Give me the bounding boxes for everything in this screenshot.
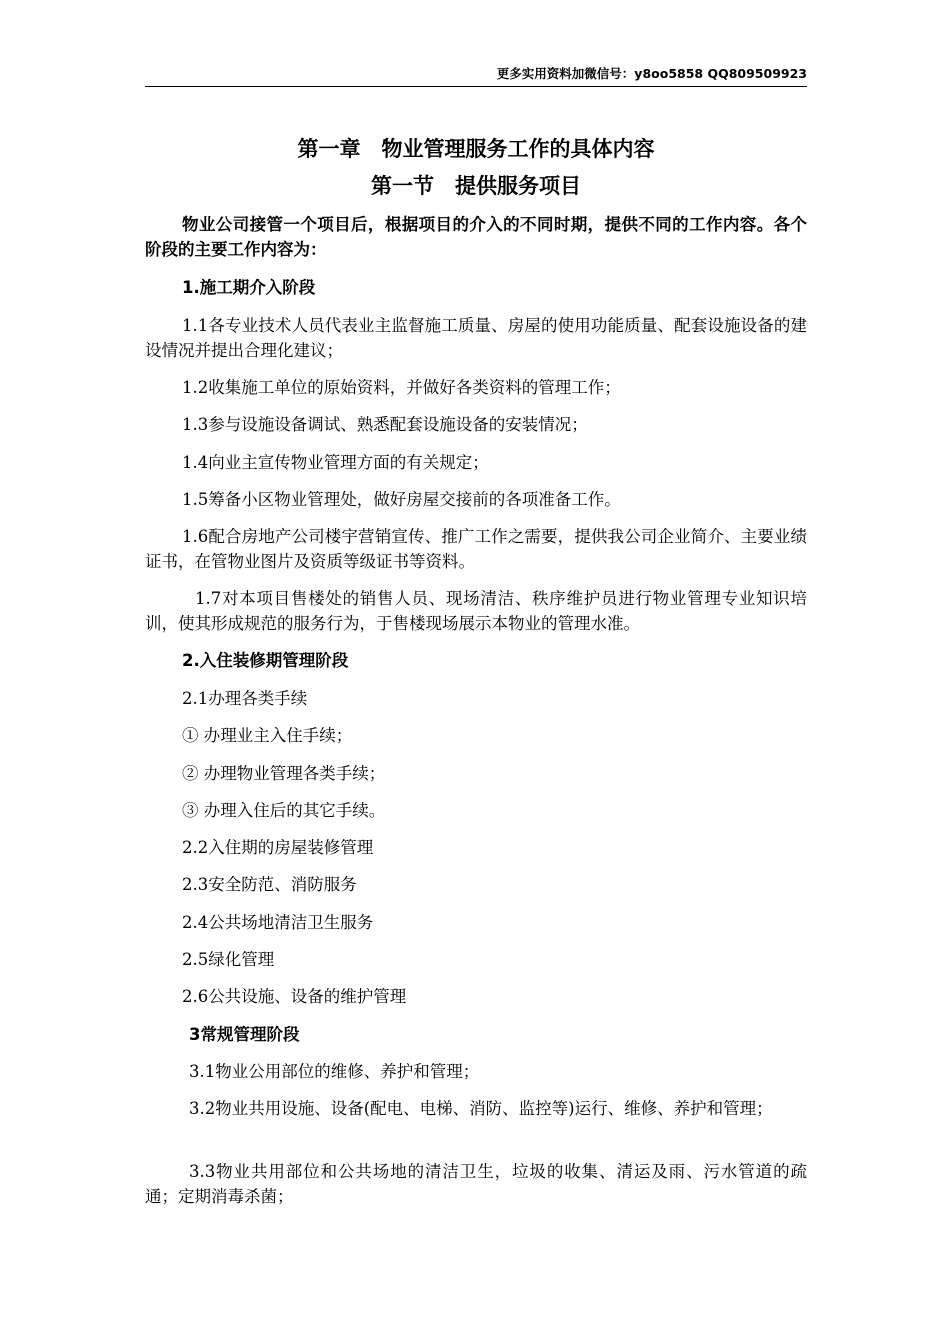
page-header — [145, 66, 807, 87]
heading-stage-3: 3常规管理阶段 — [189, 1025, 300, 1044]
chapter-title: 第一章 物业管理服务工作的具体内容 — [297, 137, 655, 161]
item-1-3: 1.3参与设施设备调试、熟悉配套设施设备的安装情况； — [182, 415, 588, 434]
item-3-1: 3.1物业公用部位的维修、养护和管理； — [189, 1062, 480, 1081]
item-2-1-c: ③ 办理入住后的其它手续。 — [182, 801, 386, 820]
item-2-2: 2.2入住期的房屋装修管理 — [182, 838, 374, 857]
heading-stage-2: 2.入住装修期管理阶段 — [182, 651, 349, 670]
item-1-7: 1.7对本项目售楼处的销售人员、现场清洁、秩序维护员进行物业管理专业知识培训，使其形成规范的服务行为，于售楼现场展示本物业的管理水准。 — [145, 589, 807, 633]
item-1-2: 1.2收集施工单位的原始资料，并做好各类资料的管理工作； — [182, 378, 621, 397]
item-2-5: 2.5绿化管理 — [182, 950, 275, 969]
item-2-1-b: ② 办理物业管理各类手续； — [182, 764, 386, 783]
item-1-4: 1.4向业主宣传物业管理方面的有关规定； — [182, 453, 489, 472]
item-3-3: 3.3物业共用部位和公共场地的清洁卫生，垃圾的收集、清运及雨、污水管道的疏通；定期消毒杀菌； — [145, 1162, 807, 1206]
section-title: 第一节 提供服务项目 — [371, 174, 581, 198]
item-2-3: 2.3安全防范、消防服务 — [182, 875, 357, 894]
intro-paragraph: 物业公司接管一个项目后，根据项目的介入的不同时期，提供不同的工作内容。各个阶段的主要工作内容为： — [145, 215, 807, 259]
item-2-1-a: ① 办理业主入住手续； — [182, 726, 353, 745]
heading-stage-1: 1.施工期介入阶段 — [182, 278, 316, 297]
header-text: 更多实用资料加微信号：y8oo5858 QQ809509923 — [496, 66, 807, 81]
item-1-6: 1.6配合房地产公司楼宇营销宣传、推广工作之需要，提供我公司企业简介、主要业绩证书，在管物业图片及资质等级证书等资料。 — [145, 527, 807, 571]
item-1-5: 1.5筹备小区物业管理处，做好房屋交接前的各项准备工作。 — [182, 490, 621, 509]
item-3-2: 3.2物业共用设施、设备(配电、电梯、消防、监控等)运行、维修、养护和管理； — [189, 1099, 773, 1118]
item-1-1: 1.1各专业技术人员代表业主监督施工质量、房屋的使用功能质量、配套设施设备的建设情况并提出合理化建议； — [145, 316, 807, 360]
item-2-6: 2.6公共设施、设备的维护管理 — [182, 987, 407, 1006]
item-2-1: 2.1办理各类手续 — [182, 689, 308, 708]
item-2-4: 2.4公共场地清洁卫生服务 — [182, 913, 374, 932]
